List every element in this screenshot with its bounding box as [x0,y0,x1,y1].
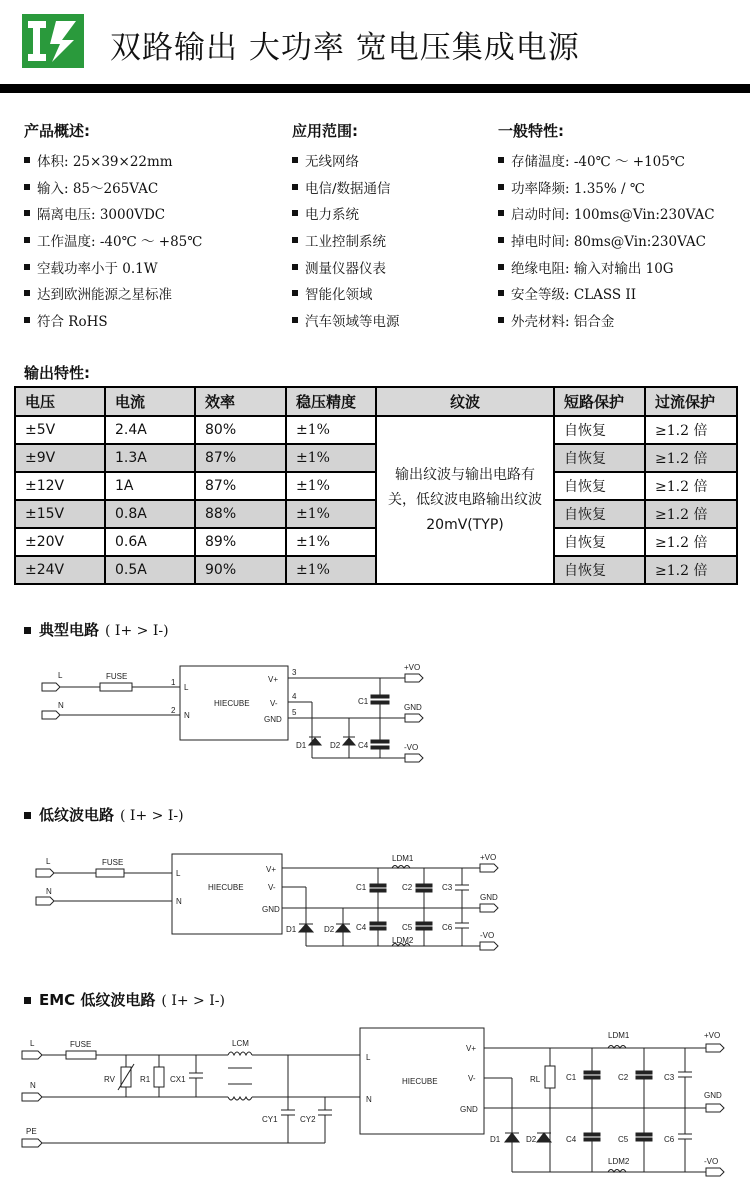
ripple-note: 输出纹波与输出电路有关，低纹波电路输出纹波 20mV(TYP) [376,416,554,584]
list-item: 安全等级: CLASS II [498,280,715,307]
svg-text:-VO: -VO [480,931,495,940]
svg-text:C1: C1 [358,697,369,706]
typical-circuit-heading: 典型电路 ( I+ > I-) [24,619,169,640]
output-terminal [405,714,423,722]
svg-text:C6: C6 [442,923,453,932]
application-heading: 应用范围: [292,122,358,140]
list-item: 输入: 85～265VAC [24,174,202,201]
svg-text:FUSE: FUSE [106,672,128,681]
svg-text:-VO: -VO [704,1157,719,1166]
page-title: 双路输出 大功率 宽电压集成电源 [110,30,580,66]
svg-text:RL: RL [530,1075,541,1084]
column-header: 效率 [195,387,286,416]
svg-text:4: 4 [292,692,297,701]
svg-text:L: L [58,671,63,680]
list-item: 测量仪器仪表 [292,253,400,280]
svg-text:C4: C4 [358,741,369,750]
svg-text:HIECUBE: HIECUBE [208,883,244,892]
table-cell: 2.4A [105,416,195,444]
svg-text:L: L [184,683,189,692]
diode-d1 [299,924,313,932]
list-item: 启动时间: 100ms@Vin:230VAC [498,200,715,227]
diode-d1 [505,1133,519,1142]
svg-text:1: 1 [171,678,176,687]
svg-text:+VO: +VO [404,663,421,672]
output-terminal [706,1104,724,1112]
output-terminal [480,864,498,872]
table-cell: ±20V [15,528,105,556]
svg-text:LDM1: LDM1 [392,854,414,863]
column-header: 短路保护 [554,387,645,416]
table-cell: ±9V [15,444,105,472]
list-item: 功率降频: 1.35% / ℃ [498,174,715,201]
list-item: 空载功率小于 0.1W [24,253,202,280]
svg-text:N: N [58,701,64,710]
table-cell: 自恢复 [554,500,645,528]
svg-text:D2: D2 [330,741,341,750]
list-item: 无线网络 [292,147,400,174]
product-overview [24,120,202,333]
output-terminal [405,674,423,682]
table-cell: 自恢复 [554,444,645,472]
table-cell: 0.5A [105,556,195,584]
output-characteristics-heading: 输出特性: [24,364,90,382]
table-cell: 1.3A [105,444,195,472]
low-ripple-circuit-heading: 低纹波电路 ( I+ > I-) [24,804,184,825]
output-spec-table [14,386,738,585]
svg-text:C3: C3 [442,883,453,892]
list-item: 电力系统 [292,200,400,227]
svg-text:CY2: CY2 [300,1115,316,1124]
table-cell: ±1% [286,556,376,584]
input-terminal-pe [22,1139,42,1147]
svg-text:C2: C2 [618,1073,629,1082]
column-header: 电流 [105,387,195,416]
svg-text:HIECUBE: HIECUBE [214,699,250,708]
table-cell: ≥1.2 倍 [645,444,737,472]
list-item: 电信/数据通信 [292,174,400,201]
svg-text:C3: C3 [664,1073,675,1082]
low-ripple-circuit-diagram [0,842,750,957]
table-cell: 0.6A [105,528,195,556]
table-cell: 88% [195,500,286,528]
svg-text:V-: V- [270,699,278,708]
svg-text:RV: RV [104,1075,115,1084]
table-cell: 89% [195,528,286,556]
svg-text:PE: PE [26,1127,37,1136]
emc-circuit-heading: EMC 低纹波电路 ( I+ > I-) [24,989,225,1010]
list-item: 工作温度: -40℃ ～ +85℃ [24,227,202,254]
header-divider [0,84,750,93]
svg-text:GND: GND [264,715,282,724]
svg-text:L: L [46,857,51,866]
table-cell: ≥1.2 倍 [645,472,737,500]
svg-text:LCM: LCM [232,1039,249,1048]
list-item: 达到欧洲能源之星标准 [24,280,202,307]
svg-text:V+: V+ [268,675,279,684]
svg-text:GND: GND [460,1105,478,1114]
typical-circuit-diagram [0,650,750,780]
list-item: 汽车领域等电源 [292,307,400,334]
table-cell: ±1% [286,528,376,556]
table-cell: 自恢复 [554,528,645,556]
input-terminal-n [36,897,54,905]
table-cell: 1A [105,472,195,500]
svg-text:N: N [46,887,52,896]
svg-text:+VO: +VO [480,853,497,862]
list-item: 符合 RoHS [24,307,202,334]
svg-text:CX1: CX1 [170,1075,186,1084]
input-terminal-l [36,869,54,877]
svg-text:D2: D2 [324,925,335,934]
svg-text:C1: C1 [356,883,367,892]
column-header: 过流保护 [645,387,737,416]
table-cell: ±1% [286,444,376,472]
table-cell: ≥1.2 倍 [645,528,737,556]
input-terminal-n [22,1093,42,1101]
svg-text:HIECUBE: HIECUBE [402,1077,438,1086]
input-terminal-l [22,1051,42,1059]
svg-text:D2: D2 [526,1135,537,1144]
svg-text:N: N [176,897,182,906]
fuse [66,1051,96,1059]
table-cell: ±1% [286,500,376,528]
svg-text:LDM2: LDM2 [392,936,414,945]
svg-text:V-: V- [468,1074,476,1083]
svg-text:C2: C2 [402,883,413,892]
svg-text:V-: V- [268,883,276,892]
svg-text:C1: C1 [566,1073,577,1082]
svg-text:3: 3 [292,668,297,677]
svg-text:D1: D1 [296,741,307,750]
fuse [96,869,124,877]
diode-d2 [309,738,321,745]
svg-text:D1: D1 [490,1135,501,1144]
table-cell: ≥1.2 倍 [645,500,737,528]
table-cell: ±15V [15,500,105,528]
list-item: 绝缘电阻: 输入对输出 10G [498,253,715,280]
table-cell: ±1% [286,416,376,444]
table-cell: ±5V [15,416,105,444]
list-item: 掉电时间: 80ms@Vin:230VAC [498,227,715,254]
general-characteristics [498,120,715,333]
table-cell: 90% [195,556,286,584]
svg-text:L: L [30,1039,35,1048]
general-heading: 一般特性: [498,122,564,140]
svg-text:GND: GND [404,703,422,712]
svg-text:R1: R1 [140,1075,151,1084]
table-header-row [15,387,737,416]
column-header: 纹波 [376,387,554,416]
product-overview-heading: 产品概述: [24,122,90,140]
list-item: 工业控制系统 [292,227,400,254]
table-row [15,416,737,444]
svg-text:C4: C4 [566,1135,577,1144]
output-terminal [405,754,423,762]
svg-text:FUSE: FUSE [70,1040,92,1049]
table-cell: ±24V [15,556,105,584]
svg-text:-VO: -VO [404,743,419,752]
input-terminal-l [42,683,60,691]
svg-text:V+: V+ [466,1044,477,1053]
table-cell: 自恢复 [554,416,645,444]
table-cell: 0.8A [105,500,195,528]
svg-text:C6: C6 [664,1135,675,1144]
emc-circuit-diagram [0,1022,750,1184]
list-item: 智能化领域 [292,280,400,307]
svg-text:N: N [184,711,190,720]
svg-text:LDM2: LDM2 [608,1157,630,1166]
svg-text:5: 5 [292,708,297,717]
svg-text:N: N [366,1095,372,1104]
list-item: 隔离电压: 3000VDC [24,200,202,227]
diode-d1 [343,738,355,745]
application-range [292,120,400,333]
list-item: 外壳材料: 铝合金 [498,307,715,334]
svg-text:N: N [30,1081,36,1090]
svg-text:GND: GND [704,1091,722,1100]
table-cell: 80% [195,416,286,444]
table-cell: 87% [195,444,286,472]
input-terminal-n [42,711,60,719]
svg-text:GND: GND [480,893,498,902]
svg-text:LDM1: LDM1 [608,1031,630,1040]
output-terminal [480,904,498,912]
common-mode-choke [228,1052,252,1055]
svg-text:L: L [176,869,181,878]
resistor-rl [545,1066,555,1088]
diode-d2 [336,924,350,932]
column-header: 电压 [15,387,105,416]
svg-text:L: L [366,1053,371,1062]
svg-text:CY1: CY1 [262,1115,278,1124]
svg-text:D1: D1 [286,925,297,934]
table-cell: 87% [195,472,286,500]
table-cell: ±1% [286,472,376,500]
capacitor-bank [584,1048,692,1172]
list-item: 体积: 25×39×22mm [24,147,202,174]
fuse [100,683,132,691]
table-cell: ≥1.2 倍 [645,556,737,584]
svg-text:GND: GND [262,905,280,914]
table-cell: 自恢复 [554,472,645,500]
table-cell: ≥1.2 倍 [645,416,737,444]
resistor-r1 [154,1067,164,1087]
diode-d2 [537,1133,551,1142]
svg-text:V+: V+ [266,865,277,874]
column-header: 稳压精度 [286,387,376,416]
list-item: 存储温度: -40℃ ～ +105℃ [498,147,715,174]
svg-text:C5: C5 [618,1135,629,1144]
company-logo [22,14,84,68]
output-terminal [706,1168,724,1176]
svg-text:C4: C4 [356,923,367,932]
output-terminal [706,1044,724,1052]
svg-text:FUSE: FUSE [102,858,124,867]
capacitor-bank [370,868,469,946]
svg-text:+VO: +VO [704,1031,721,1040]
table-cell: ±12V [15,472,105,500]
table-cell: 自恢复 [554,556,645,584]
output-terminal [480,942,498,950]
svg-text:2: 2 [171,706,176,715]
svg-text:C5: C5 [402,923,413,932]
